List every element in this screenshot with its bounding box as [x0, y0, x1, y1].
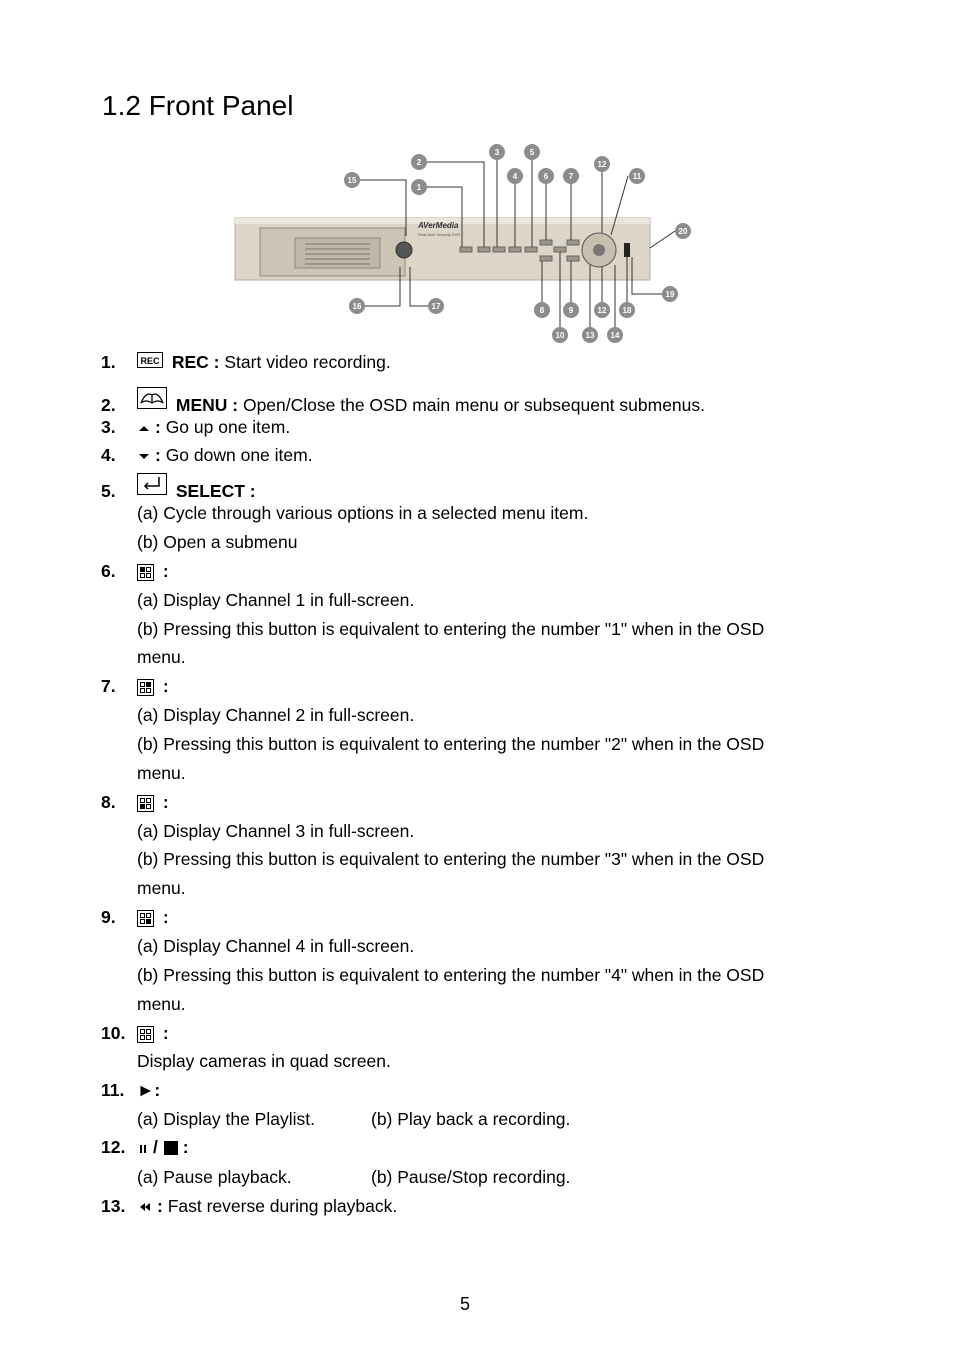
svg-text:11: 11	[632, 172, 642, 181]
svg-text:8: 8	[539, 306, 545, 315]
callout-2	[411, 154, 427, 170]
item-detail: menu.	[137, 647, 186, 667]
list-item: 8. :	[101, 792, 169, 812]
svg-text:18: 18	[622, 306, 632, 315]
item-detail: (a) Pause playback. (b) Pause/Stop recording.	[137, 1167, 571, 1187]
list-item: 9. :	[101, 907, 169, 927]
svg-text:17: 17	[431, 302, 441, 311]
callout-14	[607, 327, 623, 343]
svg-text:9: 9	[568, 306, 574, 315]
callout-12-bottom	[594, 302, 610, 318]
list-item: 1. REC REC : Start video recording.	[101, 352, 391, 372]
arrow-down-icon	[137, 451, 151, 461]
select-enter-icon	[137, 473, 167, 495]
play-icon: ►:	[137, 1080, 161, 1100]
channel-2-icon	[137, 679, 154, 696]
item-detail: (a) Display Channel 3 in full-screen.	[137, 821, 415, 841]
callout-6	[538, 168, 554, 184]
svg-text:5: 5	[529, 148, 535, 157]
front-panel-figure	[230, 140, 700, 345]
svg-text:12: 12	[597, 306, 607, 315]
item-detail: (b) Open a submenu	[137, 532, 298, 552]
list-item: 4. : Go down one item.	[101, 445, 313, 465]
item-detail: (a) Cycle through various options in a selected menu item.	[137, 503, 589, 523]
channel-3-icon	[137, 795, 154, 812]
list-item: 11. ►:	[101, 1080, 161, 1100]
list-item: 5. SELECT :	[101, 473, 256, 502]
channel-4-icon	[137, 910, 154, 927]
item-detail: (a) Display the Playlist. (b) Play back a recording.	[137, 1109, 571, 1129]
svg-text:10: 10	[555, 331, 565, 340]
callout-11	[629, 168, 645, 184]
list-item: 6. :	[101, 561, 169, 581]
callout-16	[349, 298, 365, 314]
callout-12-top	[594, 156, 610, 172]
callout-1	[411, 179, 427, 195]
svg-text:14: 14	[610, 331, 620, 340]
list-item: 13. : Fast reverse during playback.	[101, 1196, 398, 1216]
list-item: 3. : Go up one item.	[101, 417, 291, 437]
callout-7	[563, 168, 579, 184]
item-detail: (b) Pressing this button is equivalent to entering the number "2" when in the OSD	[137, 734, 765, 754]
list-item: 7. :	[101, 676, 169, 696]
svg-text:2: 2	[416, 158, 422, 167]
callout-20	[675, 223, 691, 239]
svg-text:1: 1	[416, 183, 422, 192]
fast-reverse-icon	[137, 1201, 153, 1213]
pause-icon	[137, 1142, 149, 1154]
callout-4	[507, 168, 523, 184]
callout-10	[552, 327, 568, 343]
item-detail: menu.	[137, 994, 186, 1014]
svg-text:3: 3	[494, 148, 500, 157]
list-item: 2. MENU : Open/Close the OSD main menu or subsequent submenus.	[101, 387, 705, 416]
channel-1-icon	[137, 564, 154, 581]
item-detail: menu.	[137, 878, 186, 898]
callout-17	[428, 298, 444, 314]
svg-text:4: 4	[512, 172, 518, 181]
svg-text:15: 15	[347, 176, 357, 185]
callout-3	[489, 144, 505, 160]
item-detail: (a) Display Channel 4 in full-screen.	[137, 936, 415, 956]
callout-13	[582, 327, 598, 343]
svg-text:6: 6	[543, 172, 549, 181]
item-detail: Display cameras in quad screen.	[137, 1051, 391, 1071]
svg-text:7: 7	[568, 172, 574, 181]
callout-9	[563, 302, 579, 318]
list-item: 10. :	[101, 1023, 169, 1043]
callout-5	[524, 144, 540, 160]
rec-icon: REC	[137, 352, 163, 368]
item-detail: (b) Pressing this button is equivalent to entering the number "1" when in the OSD	[137, 619, 765, 639]
section-title: 1.2 Front Panel	[102, 90, 294, 121]
callout-15	[344, 172, 360, 188]
svg-text:16: 16	[352, 302, 362, 311]
item-detail: menu.	[137, 763, 186, 783]
callout-19	[662, 286, 678, 302]
quad-screen-icon	[137, 1026, 154, 1043]
brand-logo: AVerMedia	[418, 221, 459, 230]
svg-text:20: 20	[678, 227, 688, 236]
menu-book-icon	[137, 387, 167, 409]
svg-text:13: 13	[585, 331, 595, 340]
callout-18	[619, 302, 635, 318]
item-detail: (b) Pressing this button is equivalent to entering the number "3" when in the OSD	[137, 849, 765, 869]
brand-tagline: Real-time Security DVR	[418, 232, 461, 237]
svg-text:19: 19	[665, 290, 675, 299]
item-detail: (b) Pressing this button is equivalent to entering the number "4" when in the OSD	[137, 965, 765, 985]
svg-text:12: 12	[597, 160, 607, 169]
stop-icon	[163, 1140, 179, 1156]
callout-8	[534, 302, 550, 318]
item-detail: (a) Display Channel 2 in full-screen.	[137, 705, 415, 725]
page-number: 5	[459, 1294, 470, 1314]
list-item: 12. / :	[101, 1137, 189, 1157]
item-detail: (a) Display Channel 1 in full-screen.	[137, 590, 415, 610]
arrow-up-icon	[137, 423, 151, 433]
